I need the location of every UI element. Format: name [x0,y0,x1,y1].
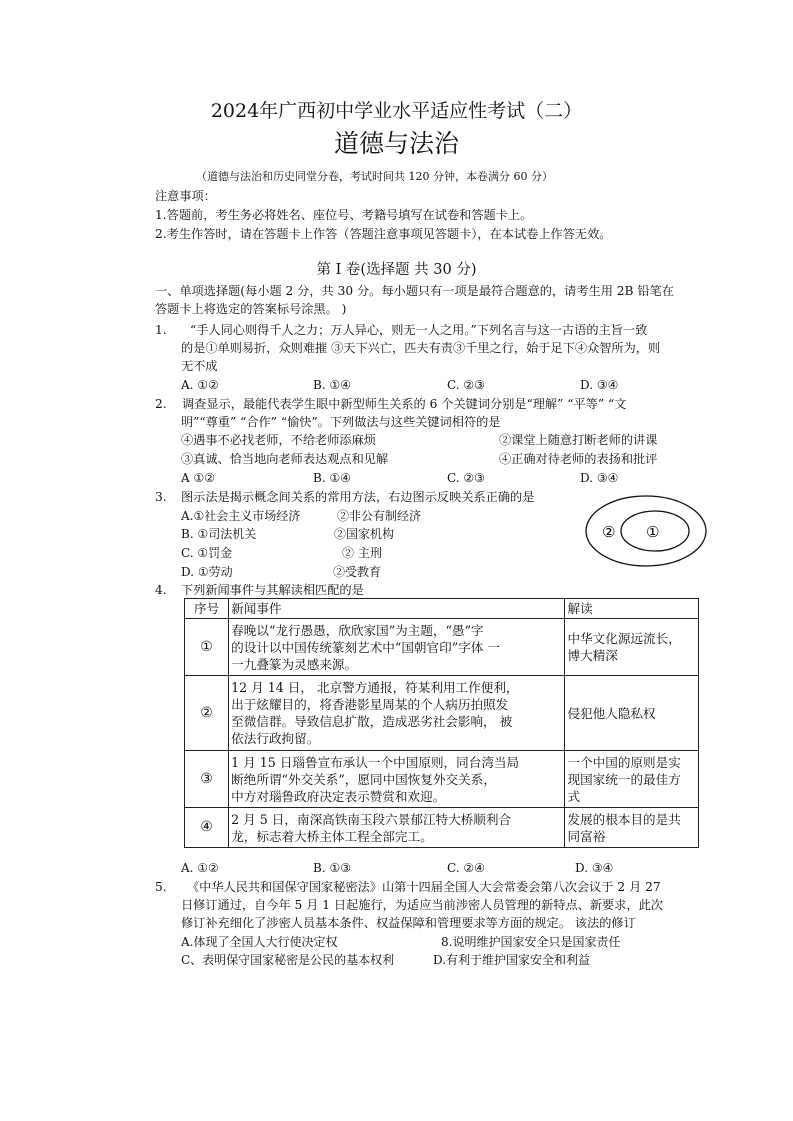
note-line: 2.考生作答时，请在答题卡上作答（答题注意事项见答题卡），在本试卷上作答无效。 [155,227,612,241]
question-stem: 图示法是揭示概念间关系的常用方法，右边图示反映关系正确的是 [181,490,535,504]
option-d[interactable]: D.有利于维护国家安全和利益 [433,953,591,967]
option-d[interactable]: D. ①劳动 [181,565,233,579]
question-stem: 调查显示，最能代表学生眼中新型师生关系的 6 个关键词分别是“理解” “平等” “文 [182,397,627,411]
option-b[interactable]: B. ①司法机关 [181,527,257,541]
venn-inner-label: ① [646,523,660,541]
event-line: 12 月 14 日， 北京警方通报，符某利用工作便利， [231,680,519,695]
event-line: 至微信群。导致信息扩散，造成恶劣社会影响， 被 [231,714,513,729]
venn-diagram [583,492,709,570]
table-row [185,808,699,848]
note-line: 1.答题前，考生务必将姓名、座位号、考籍号填写在试卷和答题卡上。 [155,208,533,222]
reading-line: 发展的根本目的是共 [567,811,681,827]
event-line: 出于炫耀目的，将香港影星周某的个人病历拍照发 [231,697,509,712]
option-b[interactable]: 8.说明维护国家安全只是国家责任 [441,935,621,949]
option-a[interactable]: A. ①② [181,378,219,392]
choice-item: ②课堂上随意打断老师的讲课 [499,433,658,447]
event-cell [229,808,565,848]
option-a[interactable]: A. ①② [181,861,219,875]
row-number: ③ [185,751,229,808]
event-line: 龙，标志着大桥主体工程全部完工。 [231,828,433,844]
venn-outer-label: ② [602,523,616,541]
table-row [185,619,699,676]
reading-line: 式 [567,788,581,804]
option-a-second: ②非公有制经济 [337,509,422,523]
choice-item: ④正确对待老师的表扬和批评 [499,452,658,466]
question-number: 1. [155,323,167,337]
row-number: ① [185,619,229,676]
option-a[interactable]: A ①② [181,471,215,485]
question-stem: 明”“尊重” “合作” “愉快”。下列做法与这些关键词相符的是 [181,415,501,429]
question-stem: 《中华人民共和国保守国家秘密法》山第十四届全国人大会常委会第八次会议于 2 月 27 [187,880,661,894]
option-b[interactable]: B. ①③ [313,861,351,875]
event-line: 依法行政拘留。 [231,731,320,746]
reading-line: 现国家统一的最佳方 [567,771,681,787]
question-stem: 下列新闻事件与其解读相匹配的是 [181,583,364,597]
event-cell [229,619,565,676]
event-line: 1 月 15 日瑙鲁宣布承认一个中国原则，同台湾当局 [231,754,520,770]
option-b[interactable]: B. ①④ [313,378,351,392]
event-line: 断绝所谓“外交关系”，愿同中国恢复外交关系， [231,771,496,787]
question-number: 4. [155,583,167,597]
table-row [185,751,699,808]
header-cell: 解读 [565,599,699,619]
reading-line: 中华文化源远流长， [567,631,681,646]
option-b-second: ②国家机构 [334,527,395,541]
reading-cell [565,808,699,848]
question-number: 5. [155,880,167,894]
reading-cell [565,676,699,751]
exam-info: （道德与法治和历史同堂分卷，考试时间共 120 分钟，本卷满分 60 分） [196,170,553,183]
notes-title: 注意事项： [155,189,216,203]
question-stem: “手人同心则得千人之力；万人异心，则无一人之用。”下列名言与这一古语的主旨一致 [190,323,648,337]
event-cell [229,676,565,751]
exam-title: 2024年广西初中学业水平适应性考试（二） [210,100,583,122]
choice-item: ③真诚、恰当地向老师表达观点和见解 [181,452,389,466]
reading-line: 一个中国的原则是实 [567,754,681,770]
event-line: 一九叠篆为灵感来源。 [231,656,358,672]
event-line: 中方对瑙鲁政府决定表示赞赏和欢迎。 [231,788,446,804]
event-line: 2 月 5 日，南深高铁南玉段六景郁江特大桥顺利合 [231,811,512,827]
reading-cell [565,619,699,676]
news-table [184,598,699,848]
table-row [185,676,699,751]
option-c[interactable]: C. ②④ [447,861,485,875]
question-stem: 日修订通过，自今年 5 月 1 日起施行，为适应当前涉密人员管理的新特点、新要求，此次 [181,898,663,912]
row-number: ④ [185,808,229,848]
reading-cell [565,751,699,808]
reading-line: 博大精深 [567,648,618,663]
event-cell [229,751,565,808]
option-d[interactable]: D. ③④ [580,471,619,485]
table-header-row [185,599,699,619]
option-c[interactable]: C. ②③ [447,471,485,485]
option-c[interactable]: C、表明保守国家秘密是公民的基本权利 [181,953,395,967]
option-c-second: ② 主刑 [342,546,382,560]
option-a[interactable]: A.①社会主义市场经济 [181,509,301,523]
option-b[interactable]: B. ①④ [313,471,351,485]
question-stem: 修订补充细化了涉密人员基本条件、权益保障和管理要求等方面的规定。 该法的修订 [181,916,636,930]
section-title: 第 I 卷(选择题 共 30 分) [316,262,477,278]
header-cell: 序号 [185,599,229,619]
question-stem: 无不成 [181,359,218,373]
option-d-second: ②受教育 [333,565,382,579]
question-number: 2. [155,397,167,411]
option-a[interactable]: A.体现了全国人大行使决定权 [181,935,338,949]
event-line: 春晚以“龙行愚愚，欣欣家国”为主题，“愚”字 [231,622,484,638]
question-stem: 的是①单则易折，众则难摧 ③天下兴亡，匹夫有责③千里之行，始于足下④众智所为，则 [181,341,661,355]
option-d[interactable]: D. ③④ [575,861,614,875]
option-c[interactable]: C. ①罚金 [181,546,233,560]
question-number: 3. [155,490,167,504]
subject-title: 道德与法治 [333,129,459,158]
section-instructions: 答题卡上将选定的答案标号涂黑。 ) [155,302,347,316]
row-number: ② [185,676,229,751]
section-instructions: 一、单项选择题(每小题 2 分，共 30 分。每小题只有一项是最符合题意的，请考生用 2B 铅笔在 [155,284,674,298]
reading-line: 同富裕 [567,828,606,844]
reading-line: 侵犯他人隐私权 [567,705,656,721]
header-cell: 新闻事件 [229,599,565,619]
option-c[interactable]: C. ②③ [447,378,485,392]
event-line: 的设计以中国传统篆刻艺术中“国朝官印”字体 一 [231,639,500,655]
choice-item: ④遇事不必找老师，不给老师添麻烦 [181,433,376,447]
option-d[interactable]: D. ③④ [580,378,619,392]
